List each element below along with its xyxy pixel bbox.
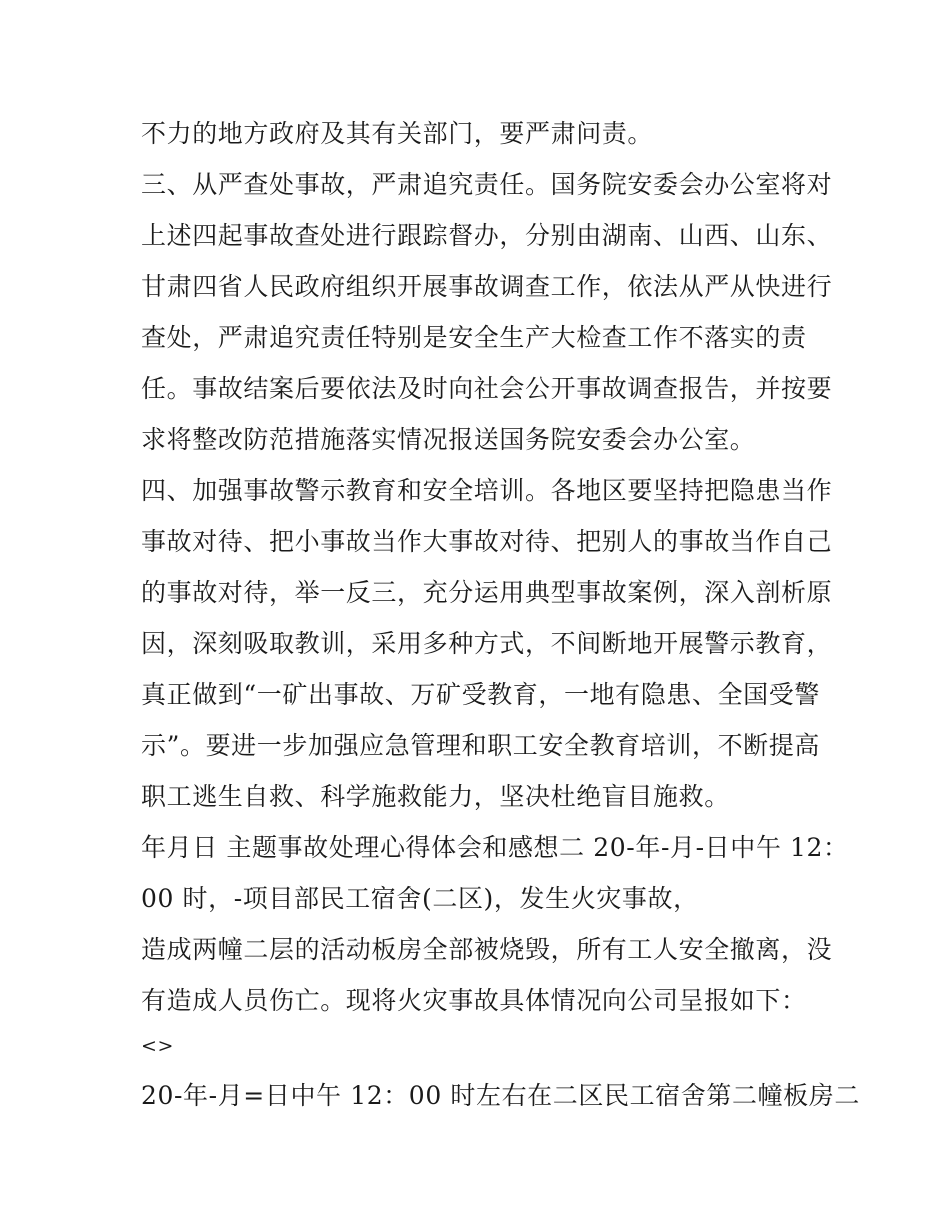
text-line: 上述四起事故查处进行跟踪督办，分别由湖南、山西、山东、 — [141, 221, 833, 250]
text-line: 的事故对待，举一反三，充分运用典型事故案例，深入剖析原 — [141, 578, 833, 607]
text-line: 职工逃生自救、科学施救能力，坚决杜绝盲目施救。 — [141, 782, 730, 811]
text-line: 20-年-月=日中午 12：00 时左右在二区民工宿舍第二幢板房二 — [141, 1081, 860, 1110]
text-line: 年月日 主题事故处理心得体会和感想二 20-年-月-日中午 12： — [141, 833, 849, 862]
text-line: 因，深刻吸取教训，采用多种方式，不间断地开展警示教育， — [141, 629, 833, 658]
text-line: 四、加强事故警示教育和安全培训。各地区要坚持把隐患当作 — [141, 476, 833, 505]
text-line: 甘肃四省人民政府组织开展事故调查工作，依法从严从快进行 — [141, 272, 833, 301]
text-line: 任。事故结案后要依法及时向社会公开事故调查报告，并按要 — [141, 374, 833, 403]
text-line: 求将整改防范措施落实情况报送国务院安委会办公室。 — [141, 425, 756, 454]
text-line: 示”。要进一步加强应急管理和职工安全教育培训，不断提高 — [141, 731, 820, 760]
text-line: 事故对待、把小事故当作大事故对待、把别人的事故当作自己 — [141, 527, 833, 556]
text-line: 三、从严查处事故，严肃追究责任。国务院安委会办公室将对 — [141, 170, 833, 199]
text-line: 00 时，-项目部民工宿舍(二区)，发生火灾事故， — [141, 884, 699, 913]
text-line: 造成两幢二层的活动板房全部被烧毁，所有工人安全撤离，没 — [141, 935, 833, 964]
document-body — [141, 108, 860, 1121]
text-line: 真正做到“一矿出事故、万矿受教育，一地有隐患、全国受警 — [141, 680, 820, 709]
text-line: 不力的地方政府及其有关部门，要严肃问责。 — [141, 119, 654, 148]
placeholder-marker: <> — [141, 1035, 175, 1057]
text-line: 查处，严肃追究责任特别是安全生产大检查工作不落实的责 — [141, 323, 807, 352]
text-line: 有造成人员伤亡。现将火灾事故具体情况向公司呈报如下： — [141, 986, 807, 1015]
